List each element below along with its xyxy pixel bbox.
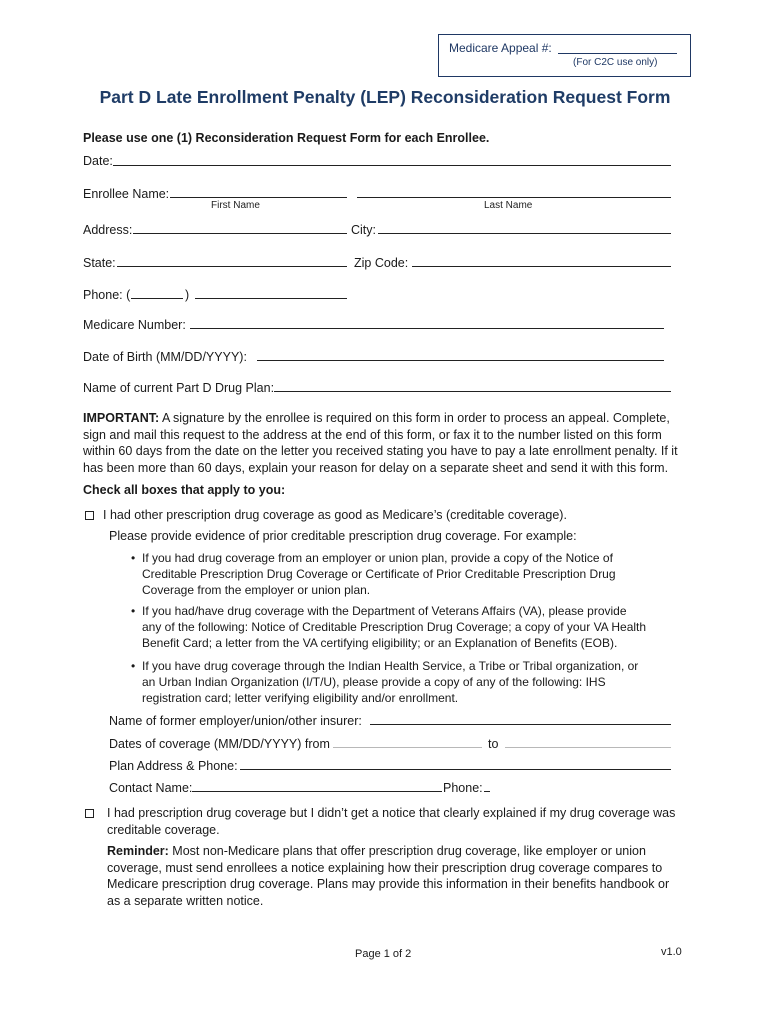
date-field[interactable] xyxy=(113,165,671,166)
bullet-marker: • xyxy=(131,551,136,565)
reminder-notice xyxy=(107,843,669,909)
drug-plan-label: Name of current Part D Drug Plan: xyxy=(83,381,275,395)
important-notice xyxy=(83,410,678,476)
important-line-3: within 60 days from the date on the letter you received stating you have to pay a late enrollment penalty. If it xyxy=(83,444,678,458)
dob-label: Date of Birth (MM/DD/YYYY): xyxy=(83,350,247,364)
bullet-ihs xyxy=(142,658,638,706)
reminder-line-1: Most non-Medicare plans that offer prescription drug coverage, like employer or union xyxy=(168,844,646,858)
enrollee-name-label: Enrollee Name: xyxy=(83,187,170,201)
page-title: Part D Late Enrollment Penalty (LEP) Reconsideration Request Form xyxy=(99,87,671,107)
appeal-number-label: Medicare Appeal #: xyxy=(449,41,552,55)
reminder-label: Reminder: xyxy=(107,844,169,858)
phone-area-code-field[interactable] xyxy=(131,298,183,299)
former-employer-field[interactable] xyxy=(370,724,671,725)
phone-paren: ) xyxy=(185,288,190,302)
first-name-caption: First Name xyxy=(211,200,260,211)
former-employer-label: Name of former employer/union/other insurer: xyxy=(109,714,362,728)
bullet-ihs-line-1: If you have drug coverage through the Indian Health Service, a Tribe or Tribal organization, or xyxy=(142,659,639,673)
option1-subtext: Please provide evidence of prior creditable prescription drug coverage. For example: xyxy=(109,529,577,543)
contact-name-field[interactable] xyxy=(192,791,442,792)
zip-label: Zip Code: xyxy=(354,256,409,270)
option2-text xyxy=(107,805,675,838)
bullet-va-line-1: If you had/have drug coverage with the Department of Veterans Affairs (VA), please provide xyxy=(142,604,627,618)
date-label: Date: xyxy=(83,154,113,168)
phone-label: Phone: ( xyxy=(83,288,131,302)
state-label: State: xyxy=(83,256,116,270)
coverage-dates-label: Dates of coverage (MM/DD/YYYY) from xyxy=(109,737,330,751)
reminder-line-3: Medicare prescription drug coverage. Plans may provide this information in their benefits handbook or xyxy=(107,877,670,891)
reminder-line-4: as a separate written notice. xyxy=(107,893,264,908)
contact-phone-label: Phone: xyxy=(443,781,483,795)
instruction-text: Please use one (1) Reconsideration Request Form for each Enrollee. xyxy=(83,131,490,145)
dob-field[interactable] xyxy=(257,360,664,361)
coverage-from-field[interactable] xyxy=(333,747,482,748)
version-label: v1.0 xyxy=(661,946,682,958)
address-field[interactable] xyxy=(133,233,347,234)
important-line-2: sign and mail this request to the address at the end of this form, or fax it to the number listed on this form xyxy=(83,427,662,442)
medicare-number-label: Medicare Number: xyxy=(83,318,186,332)
last-name-caption: Last Name xyxy=(484,200,533,211)
state-field[interactable] xyxy=(117,266,347,267)
city-field[interactable] xyxy=(378,233,671,234)
check-heading: Check all boxes that apply to you: xyxy=(83,483,286,497)
zip-field[interactable] xyxy=(412,266,671,267)
contact-phone-field[interactable] xyxy=(484,791,490,792)
option1-label: I had other prescription drug coverage as good as Medicare’s (creditable coverage). xyxy=(103,508,567,522)
appeal-number-box xyxy=(438,34,691,77)
last-name-field[interactable] xyxy=(357,197,671,198)
bullet-va xyxy=(142,603,646,651)
bullet-ihs-line-3: registration card; letter verifying eligibility and/or enrollment. xyxy=(142,691,459,705)
important-label: IMPORTANT: xyxy=(83,411,160,425)
coverage-to-label: to xyxy=(488,737,499,751)
phone-number-field[interactable] xyxy=(195,298,347,299)
plan-address-field[interactable] xyxy=(240,769,671,770)
city-label: City: xyxy=(351,223,376,237)
bullet-employer-line-3: Coverage from the employer or union plan. xyxy=(142,583,371,597)
contact-name-label: Contact Name: xyxy=(109,781,193,795)
important-line-1: A signature by the enrollee is required on this form in order to process an appeal. Complete, xyxy=(159,411,670,425)
bullet-employer-line-1: If you had drug coverage from an employer or union plan, provide a copy of the Notice of xyxy=(142,551,613,565)
no-notice-checkbox[interactable] xyxy=(85,809,94,818)
appeal-number-field[interactable] xyxy=(558,53,677,54)
first-name-field[interactable] xyxy=(170,197,347,198)
option2-line-1: I had prescription drug coverage but I didn’t get a notice that clearly explained if my drug coverage was xyxy=(107,806,676,820)
bullet-va-line-3: Benefit Card; a letter from the VA certifying eligibility; or an Explanation of Benefits (EOB). xyxy=(142,636,618,650)
important-line-4: has been more than 60 days, explain your reason for delay on a separate sheet and send it with this form. xyxy=(83,460,669,475)
coverage-to-field[interactable] xyxy=(505,747,671,748)
bullet-employer xyxy=(142,550,616,598)
page-number: Page 1 of 2 xyxy=(355,948,412,960)
drug-plan-field[interactable] xyxy=(274,391,671,392)
bullet-va-line-2: any of the following: Notice of Creditable Prescription Drug Coverage; a copy of your VA Health xyxy=(142,620,647,634)
medicare-number-field[interactable] xyxy=(190,328,664,329)
option2-line-2: creditable coverage. xyxy=(107,822,220,837)
appeal-number-note: (For C2C use only) xyxy=(573,57,658,68)
address-label: Address: xyxy=(83,223,133,237)
bullet-ihs-line-2: an Urban Indian Organization (I/T/U), please provide a copy of any of the following: IHS xyxy=(142,675,606,689)
bullet-marker: • xyxy=(131,659,136,673)
plan-address-label: Plan Address & Phone: xyxy=(109,759,238,773)
creditable-coverage-checkbox[interactable] xyxy=(85,511,94,520)
bullet-employer-line-2: Creditable Prescription Drug Coverage or Certificate of Prior Creditable Prescription Drug xyxy=(142,567,616,581)
bullet-marker: • xyxy=(131,604,136,618)
reminder-line-2: coverage, must send enrollees a notice explaining how their prescription drug coverage compares to xyxy=(107,860,663,875)
